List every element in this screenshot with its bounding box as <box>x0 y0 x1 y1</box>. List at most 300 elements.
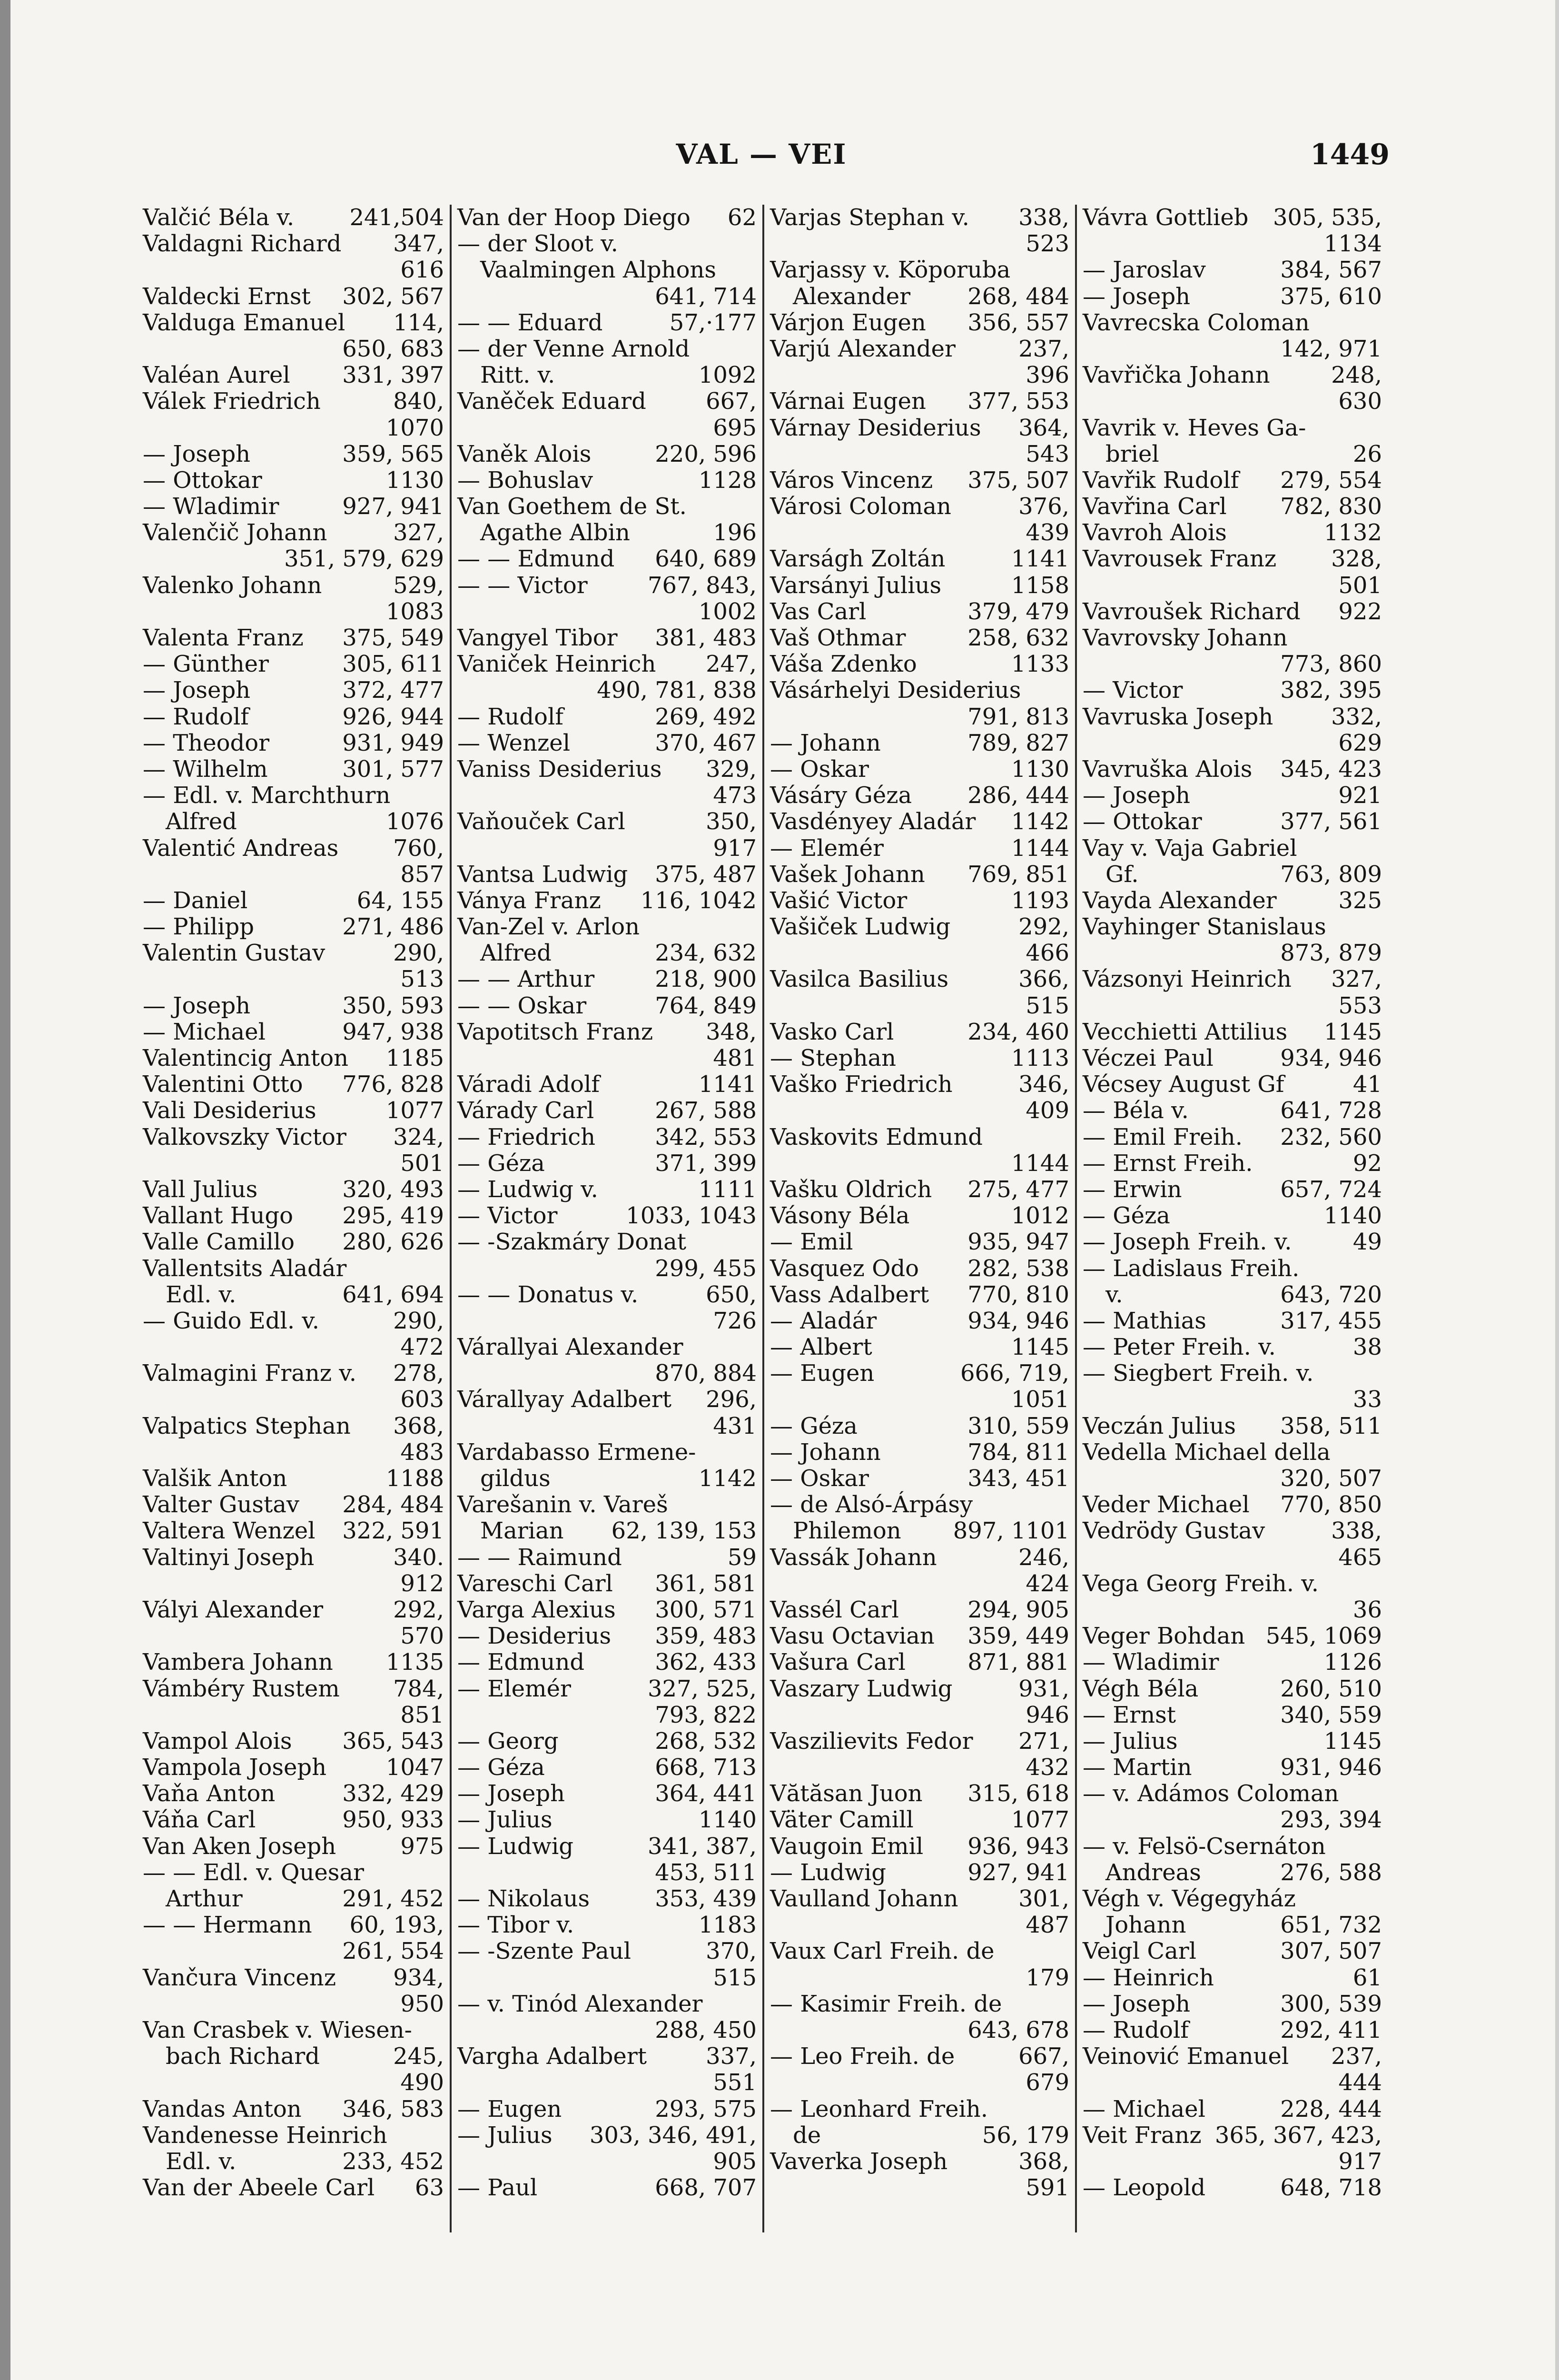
entry-page-refs: 365, 367, 423, <box>1214 2122 1382 2149</box>
entry-name: — Ludwig v. <box>457 1176 598 1203</box>
index-entry <box>770 2096 1069 2122</box>
entry-name: — der Venne Arnold <box>457 335 690 362</box>
entry-name: — Eugen <box>457 2095 562 2122</box>
entry-page-refs: 271, 486 <box>342 913 444 941</box>
entry-name: Vardabasso Ermene- <box>457 1438 696 1466</box>
entry-page-refs: 353, 439 <box>655 1885 757 1912</box>
index-entry <box>457 2043 757 2070</box>
index-entry <box>457 1728 757 1755</box>
entry-page-refs: 513 <box>400 966 444 993</box>
index-entry <box>770 835 1069 862</box>
index-entry <box>1083 1045 1382 1071</box>
index-entry <box>1083 1676 1382 1702</box>
index-entry <box>1083 205 1382 231</box>
index-entry <box>1083 520 1382 546</box>
index-entry <box>143 2017 444 2043</box>
entry-page-refs: 142, 971 <box>1280 335 1382 362</box>
entry-name: Vangyel Tibor <box>457 625 618 651</box>
entry-page-refs: 328, <box>1331 545 1382 573</box>
index-entry <box>143 1860 444 1886</box>
index-entry <box>1083 415 1382 441</box>
entry-page-refs: 764, 849 <box>655 992 757 1019</box>
entry-page-refs: 241,504 <box>349 205 444 231</box>
index-entry <box>770 494 1069 520</box>
entry-page-refs: 268, 532 <box>655 1727 757 1755</box>
index-entry <box>457 940 757 966</box>
index-entry <box>1083 1912 1382 1938</box>
entry-name: — Joseph <box>143 992 251 1019</box>
index-entry <box>457 862 757 888</box>
index-entry <box>1083 1649 1382 1676</box>
entry-page-refs: 515 <box>1026 992 1069 1019</box>
entry-page-refs: 643, 720 <box>1280 1281 1382 1308</box>
index-entry <box>457 966 757 992</box>
index-entry <box>1083 1834 1382 1860</box>
index-entry <box>457 362 757 388</box>
index-entry <box>770 2017 1069 2043</box>
entry-name: — Desiderius <box>457 1623 612 1650</box>
index-entry <box>770 205 1069 231</box>
entry-page-refs: 1077 <box>1011 1806 1069 1834</box>
entry-page-refs: 679 <box>1026 2069 1069 2096</box>
index-entry <box>770 862 1069 888</box>
entry-page-refs: 641, 728 <box>1280 1097 1382 1124</box>
entry-page-refs: 350, <box>706 808 757 835</box>
entry-name: Vareschi Carl <box>457 1570 613 1597</box>
entry-page-refs: 666, 719, <box>960 1360 1069 1387</box>
entry-name: — Oskar <box>770 1465 869 1492</box>
entry-name: Várallyai Alexander <box>457 1334 683 1361</box>
index-entry <box>770 2122 1069 2149</box>
entry-page-refs: 324, <box>393 1123 444 1150</box>
index-entry <box>1083 730 1382 756</box>
index-entry <box>457 284 757 310</box>
index-entry <box>457 1098 757 1124</box>
index-entry <box>770 415 1069 441</box>
index-entry <box>770 1229 1069 1255</box>
entry-name: Váša Zdenko <box>770 651 917 678</box>
entry-name: — Heinrich <box>1083 1964 1214 1991</box>
entry-page-refs: 375, 487 <box>655 861 757 888</box>
index-entry <box>1083 1807 1382 1833</box>
entry-page-refs: 1130 <box>1011 755 1069 783</box>
index-entry <box>770 573 1069 599</box>
index-entry <box>770 1649 1069 1676</box>
index-entry <box>1083 336 1382 362</box>
index-entry <box>143 1938 444 1964</box>
entry-page-refs: 282, 538 <box>967 1255 1069 1282</box>
entry-page-refs: 444 <box>1338 2069 1382 2096</box>
entry-page-refs: 310, 559 <box>967 1412 1069 1439</box>
index-entry <box>143 756 444 783</box>
entry-page-refs: 629 <box>1338 729 1382 756</box>
index-entry <box>457 651 757 677</box>
entry-page-refs: 1145 <box>1011 1334 1069 1361</box>
entry-page-refs: 641, 714 <box>655 283 757 310</box>
index-entry <box>770 1991 1069 2017</box>
index-entry <box>1083 546 1382 572</box>
entry-name: — Victor <box>457 1202 558 1230</box>
entry-name: — Wilhelm <box>143 755 268 783</box>
index-entry <box>1083 573 1382 599</box>
entry-name: — Ernst <box>1083 1701 1176 1728</box>
index-entry <box>1083 2149 1382 2175</box>
index-entry <box>143 1518 444 1544</box>
entry-name: — — Oskar <box>457 992 587 1019</box>
index-entry <box>1083 940 1382 966</box>
entry-name: Vaskovits Edmund <box>770 1123 983 1150</box>
index-entry <box>457 1071 757 1098</box>
index-entry <box>770 284 1069 310</box>
entry-name: Valenta Franz <box>143 625 304 651</box>
entry-page-refs: 466 <box>1026 940 1069 967</box>
index-entry <box>143 2096 444 2122</box>
index-entry <box>457 2070 757 2096</box>
entry-page-refs: 343, 451 <box>967 1465 1069 1492</box>
entry-page-refs: 341, 387, <box>647 1833 757 1860</box>
entry-page-refs: 261, 554 <box>342 1938 444 1965</box>
index-entry <box>457 1807 757 1833</box>
entry-name: Valentincig Anton <box>143 1045 348 1071</box>
entry-page-refs: 368, <box>393 1412 444 1439</box>
entry-name: — Elemér <box>457 1675 571 1702</box>
entry-page-refs: 246, <box>1018 1544 1069 1571</box>
entry-page-refs: 1111 <box>698 1176 757 1203</box>
entry-name: Vavruska Joseph <box>1083 703 1273 730</box>
index-entry <box>770 1492 1069 1518</box>
entry-page-refs: 1033, 1043 <box>626 1202 757 1230</box>
entry-page-refs: 651, 732 <box>1280 1912 1382 1939</box>
index-entry <box>143 783 444 809</box>
entry-page-refs: 62 <box>727 205 757 231</box>
entry-page-refs: 56, 179 <box>982 2122 1069 2149</box>
entry-page-refs: 332, 429 <box>342 1780 444 1807</box>
entry-name: Várjon Eugen <box>770 309 926 336</box>
index-entry <box>457 1781 757 1807</box>
index-entry <box>1083 625 1382 651</box>
index-entry <box>770 231 1069 257</box>
entry-page-refs: 325 <box>1338 887 1382 914</box>
entry-page-refs: 296, <box>706 1386 757 1413</box>
entry-page-refs: 931, <box>1018 1675 1069 1702</box>
entry-name: Andreas <box>1105 1859 1201 1886</box>
index-entry <box>1083 2017 1382 2043</box>
index-entry <box>1083 1229 1382 1255</box>
entry-name: — de Alsó-Árpásy <box>770 1491 973 1518</box>
entry-page-refs: 921 <box>1338 782 1382 809</box>
entry-page-refs: 364, 441 <box>655 1780 757 1807</box>
index-entry <box>1083 1755 1382 1781</box>
index-entry <box>143 1177 444 1203</box>
index-entry <box>770 625 1069 651</box>
index-entry <box>770 1334 1069 1360</box>
index-entry <box>770 2149 1069 2175</box>
index-entry <box>457 1965 757 1991</box>
index-entry <box>1083 1545 1382 1571</box>
entry-page-refs: 327, <box>1331 966 1382 993</box>
entry-page-refs: 648, 718 <box>1280 2174 1382 2202</box>
entry-name: Vasu Octavian <box>770 1623 935 1650</box>
entry-name: Vásony Béla <box>770 1202 910 1230</box>
index-entry <box>143 1019 444 1045</box>
entry-page-refs: 381, 483 <box>655 625 757 651</box>
entry-name: — Joseph Freih. v. <box>1083 1229 1292 1256</box>
entry-page-refs: 228, 444 <box>1280 2095 1382 2122</box>
entry-name: — Ottokar <box>1083 808 1202 835</box>
entry-page-refs: 667, <box>1018 2043 1069 2070</box>
index-entry <box>770 257 1069 283</box>
entry-name: — — Victor <box>457 572 588 599</box>
entry-name: Arthur <box>166 1885 243 1912</box>
entry-name: Vaniss Desiderius <box>457 755 662 783</box>
entry-name: Váňa Carl <box>143 1806 256 1834</box>
entry-page-refs: 935, 947 <box>967 1229 1069 1256</box>
index-entry <box>457 2017 757 2043</box>
index-entry <box>1083 1177 1382 1203</box>
entry-name: — — Eduard <box>457 309 603 336</box>
entry-page-refs: 290, <box>393 940 444 967</box>
entry-page-refs: 286, 444 <box>967 782 1069 809</box>
entry-page-refs: 92 <box>1352 1150 1382 1177</box>
entry-name: — der Sloot v. <box>457 230 618 258</box>
entry-name: de <box>793 2122 821 2149</box>
index-entry <box>1083 1886 1382 1912</box>
entry-page-refs: 292, <box>1018 913 1069 941</box>
entry-name: — Siegbert Freih. v. <box>1083 1360 1314 1387</box>
entry-name: — Johann <box>770 1438 881 1466</box>
entry-page-refs: 59 <box>727 1544 757 1571</box>
entry-name: Vavroušek Richard <box>1083 598 1301 625</box>
index-entry <box>1083 2043 1382 2070</box>
entry-name: — Mathias <box>1083 1307 1206 1334</box>
entry-name: Valle Camillo <box>143 1229 295 1256</box>
entry-name: — Wladimir <box>143 493 279 520</box>
entry-page-refs: 237, <box>1331 2043 1382 2070</box>
entry-name: — Leonhard Freih. <box>770 2095 988 2122</box>
entry-page-refs: 268, 484 <box>967 283 1069 310</box>
entry-name: — Emil <box>770 1229 853 1256</box>
index-entry <box>143 730 444 756</box>
index-entry <box>457 1938 757 1964</box>
entry-page-refs: 57,·177 <box>669 309 757 336</box>
entry-page-refs: 307, 507 <box>1280 1938 1382 1965</box>
entry-name: — Peter Freih. v. <box>1083 1334 1276 1361</box>
entry-name: — Emil Freih. <box>1083 1123 1243 1150</box>
index-entry <box>770 1702 1069 1728</box>
entry-name: Edl. v. <box>166 1281 237 1308</box>
entry-page-refs: 1145 <box>1323 1018 1382 1045</box>
index-entry <box>143 2070 444 2096</box>
entry-name: — Aladár <box>770 1307 877 1334</box>
entry-page-refs: 376, <box>1018 493 1069 520</box>
index-entry <box>457 1492 757 1518</box>
index-entry <box>143 940 444 966</box>
entry-name: — Bohuslav <box>457 466 593 494</box>
entry-name: Vaško Friedrich <box>770 1071 953 1098</box>
index-entry <box>1083 388 1382 415</box>
index-entry <box>1083 231 1382 257</box>
entry-name: — Eugen <box>770 1360 875 1387</box>
entry-page-refs: 305, 535, <box>1273 205 1382 231</box>
index-entry <box>1083 2122 1382 2149</box>
entry-name: — — Edl. v. Quesar <box>143 1859 364 1886</box>
index-entry <box>1083 835 1382 862</box>
entry-page-refs: 927, 941 <box>967 1859 1069 1886</box>
entry-name: Väter Camill <box>770 1806 914 1834</box>
entry-page-refs: 1070 <box>385 414 444 441</box>
index-entry <box>143 862 444 888</box>
entry-name: Vantsa Ludwig <box>457 861 628 888</box>
entry-page-refs: 245, <box>393 2043 444 2070</box>
entry-page-refs: 1193 <box>1011 887 1069 914</box>
entry-page-refs: 247, <box>706 651 757 678</box>
entry-page-refs: 922 <box>1338 598 1382 625</box>
entry-name: — Joseph <box>143 677 251 704</box>
index-entry <box>457 783 757 809</box>
index-entry <box>1083 599 1382 625</box>
index-entry <box>143 1965 444 1991</box>
index-entry <box>1083 467 1382 494</box>
entry-page-refs: 38 <box>1352 1334 1382 1361</box>
entry-name: Vasko Carl <box>770 1018 894 1045</box>
index-entry <box>457 1545 757 1571</box>
entry-name: — Joseph <box>1083 1990 1191 2017</box>
entry-name: Vaš Othmar <box>770 625 906 651</box>
entry-name: Városi Coloman <box>770 493 951 520</box>
index-entry <box>143 1071 444 1098</box>
index-entry <box>143 257 444 283</box>
index-entry <box>143 494 444 520</box>
index-entry <box>143 205 444 231</box>
entry-page-refs: 276, 588 <box>1280 1859 1382 1886</box>
entry-page-refs: 917 <box>713 834 757 862</box>
entry-page-refs: 384, 567 <box>1280 257 1382 284</box>
entry-page-refs: 1051 <box>1011 1386 1069 1413</box>
index-entry <box>770 966 1069 992</box>
entry-page-refs: 934, 946 <box>1280 1045 1382 1071</box>
index-entry <box>143 1439 444 1466</box>
entry-name: Veczán Julius <box>1083 1412 1236 1439</box>
entry-page-refs: 1145 <box>1323 1727 1382 1755</box>
entry-name: Vandenesse Heinrich <box>143 2122 387 2149</box>
index-entry <box>457 520 757 546</box>
index-entry <box>770 1623 1069 1649</box>
entry-page-refs: 305, 611 <box>342 651 444 678</box>
index-entry <box>457 1413 757 1439</box>
entry-page-refs: 1083 <box>385 598 444 625</box>
entry-page-refs: 453, 511 <box>655 1859 757 1886</box>
entry-page-refs: 1158 <box>1011 572 1069 599</box>
index-entry <box>143 888 444 914</box>
index-entry <box>770 1387 1069 1413</box>
entry-name: Valter Gustav <box>143 1491 300 1518</box>
entry-name: — — Arthur <box>457 966 595 993</box>
index-entry <box>457 1518 757 1544</box>
entry-name: — Georg <box>457 1727 559 1755</box>
entry-page-refs: 1142 <box>1011 808 1069 835</box>
index-entry <box>143 704 444 730</box>
entry-name: Vas Carl <box>770 598 867 625</box>
index-entry <box>457 888 757 914</box>
entry-page-refs: 290, <box>393 1307 444 1334</box>
index-entry <box>1083 704 1382 730</box>
entry-page-refs: 322, 591 <box>342 1517 444 1545</box>
entry-page-refs: 1047 <box>385 1754 444 1781</box>
index-entry <box>143 1623 444 1649</box>
entry-page-refs: 515 <box>713 1964 757 1991</box>
entry-page-refs: 643, 678 <box>967 2016 1069 2043</box>
entry-name: Vavřina Carl <box>1083 493 1227 520</box>
index-entry <box>457 1282 757 1308</box>
entry-name: Vaalmingen Alphons <box>480 257 717 284</box>
entry-name: Vasdényey Aladár <box>770 808 976 835</box>
entry-name: Van der Hoop Diego <box>457 205 691 231</box>
entry-name: Vambera Johann <box>143 1649 333 1676</box>
index-columns <box>137 205 1389 2232</box>
index-entry <box>457 1387 757 1413</box>
index-entry <box>770 888 1069 914</box>
entry-name: Vaverka Joseph <box>770 2148 948 2175</box>
entry-page-refs: 234, 460 <box>967 1018 1069 1045</box>
entry-name: Vašiček Ludwig <box>770 913 951 941</box>
entry-name: Vayda Alexander <box>1083 887 1277 914</box>
index-entry <box>1083 1387 1382 1413</box>
entry-name: — Ludwig <box>770 1859 886 1886</box>
entry-page-refs: 300, 571 <box>655 1596 757 1623</box>
index-entry <box>143 835 444 862</box>
entry-page-refs: 300, 539 <box>1280 1990 1382 2017</box>
entry-page-refs: 667, <box>706 388 757 415</box>
entry-page-refs: 114, <box>393 309 444 336</box>
entry-page-refs: 359, 449 <box>967 1623 1069 1650</box>
entry-page-refs: 871, 881 <box>967 1649 1069 1676</box>
index-column-2 <box>450 205 762 2232</box>
entry-page-refs: 934, <box>393 1964 444 1991</box>
entry-page-refs: 329, <box>706 755 757 783</box>
index-entry <box>770 1413 1069 1439</box>
index-entry <box>143 310 444 336</box>
index-entry <box>143 1702 444 1728</box>
entry-page-refs: 1092 <box>698 362 757 389</box>
entry-page-refs: 439 <box>1026 519 1069 546</box>
entry-page-refs: 361, 581 <box>655 1570 757 1597</box>
index-entry <box>1083 257 1382 283</box>
index-entry <box>770 1728 1069 1755</box>
entry-page-refs: 359, 483 <box>655 1623 757 1650</box>
index-entry <box>770 336 1069 362</box>
index-entry <box>143 1781 444 1807</box>
entry-name: — v. Adámos Coloman <box>1083 1780 1339 1807</box>
index-entry <box>1083 1413 1382 1439</box>
index-entry <box>1083 809 1382 835</box>
entry-name: — Michael <box>143 1018 266 1045</box>
entry-page-refs: 840, <box>393 388 444 415</box>
entry-name: Edl. v. <box>166 2148 237 2175</box>
index-entry <box>1083 756 1382 783</box>
entry-page-refs: 1142 <box>698 1465 757 1492</box>
entry-page-refs: 302, 567 <box>342 283 444 310</box>
index-entry <box>1083 677 1382 704</box>
entry-page-refs: 301, <box>1018 1885 1069 1912</box>
entry-page-refs: 269, 492 <box>655 703 757 730</box>
entry-page-refs: 317, 455 <box>1280 1307 1382 1334</box>
index-entry <box>457 1229 757 1255</box>
index-entry <box>457 1623 757 1649</box>
entry-page-refs: 275, 477 <box>967 1176 1069 1203</box>
index-entry <box>770 1860 1069 1886</box>
index-entry <box>770 310 1069 336</box>
entry-page-refs: 791, 813 <box>967 703 1069 730</box>
